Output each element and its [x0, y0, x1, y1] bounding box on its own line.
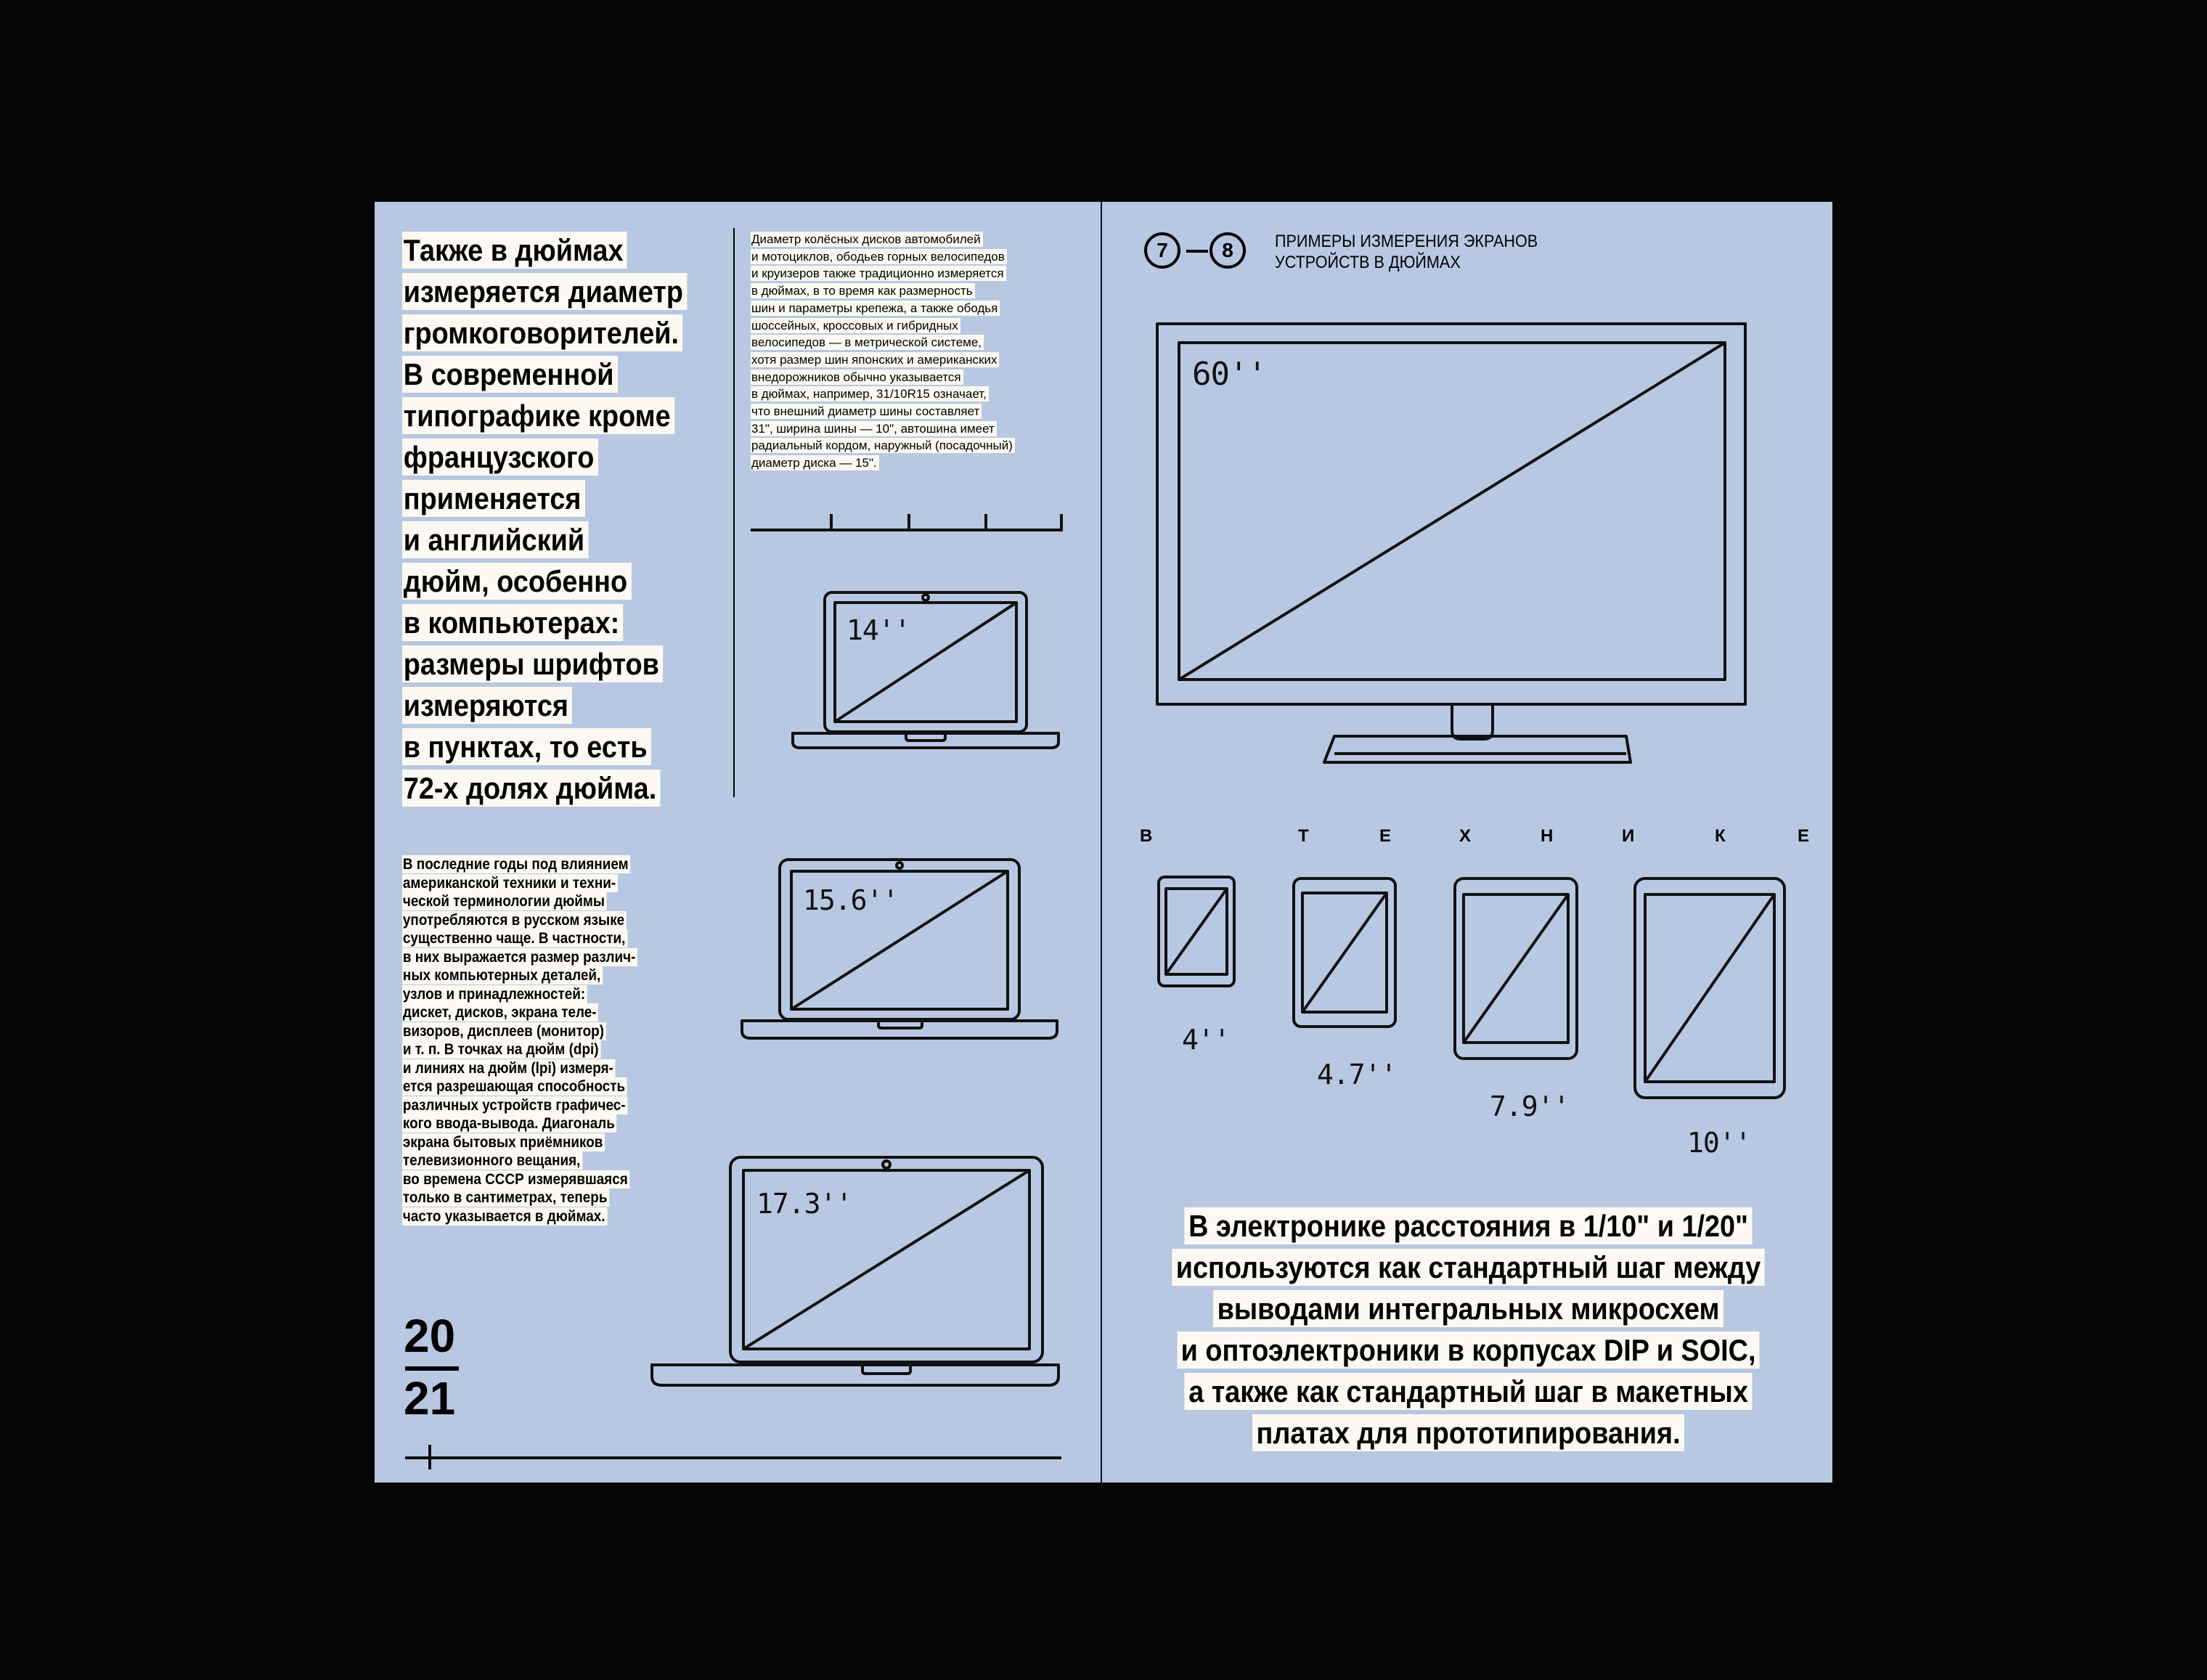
page-number-left: 20 — [404, 1310, 456, 1362]
headline-line: В современной — [402, 356, 618, 393]
paragraph-line: ных компьютерных деталей, — [402, 966, 603, 984]
spaced-letter: В — [1140, 826, 1153, 846]
laptop-17-3-label: 17.3'' — [756, 1188, 852, 1220]
electronics-pitch-paragraph — [1124, 1205, 1814, 1453]
headline-line: французского — [402, 439, 598, 476]
spaced-letter: Т — [1298, 826, 1309, 846]
headline-line: типографике кроме — [402, 397, 674, 434]
caption-line: ПРИМЕРЫ ИЗМЕРЕНИЯ ЭКРАНОВ — [1275, 232, 1538, 251]
figure-number-end: 8 — [1209, 232, 1246, 269]
tablet-7-9-icon — [1455, 878, 1577, 1059]
headline-line: применяется — [402, 480, 585, 517]
caption-line: УСТРОЙСТВ В ДЮЙМАХ — [1275, 253, 1461, 272]
headline-line: в пунктах, то есть — [402, 728, 651, 765]
paragraph-line: экрана бытовых приёмников — [402, 1133, 605, 1151]
paragraph-line: выводами интегральных микросхем — [1214, 1290, 1724, 1327]
tv-60-label: 60'' — [1192, 356, 1266, 393]
paragraph-line: часто указывается в дюймах. — [402, 1207, 607, 1226]
headline-line: 72-х долях дюйма. — [402, 770, 661, 807]
phone-4-7-label: 4.7'' — [1317, 1059, 1397, 1090]
paragraph-line: дискет, дисков, экрана теле- — [402, 1003, 598, 1022]
paragraph-line: телевизионного вещания, — [402, 1151, 582, 1170]
headline-line: и английский — [402, 521, 589, 558]
paragraph-line: различных устройств графичес- — [402, 1096, 627, 1114]
paragraph-line: шин и параметры крепежа, а также ободья — [751, 301, 1000, 316]
paragraph-line: и мотоциклов, ободьев горных велосипедов — [751, 249, 1007, 264]
bottom-rule — [405, 1445, 1061, 1469]
headline-line: измеряются — [402, 687, 572, 724]
headline-line: дюйм, особенно — [402, 563, 632, 600]
paragraph-line: и круизеров также традиционно измеряется — [751, 266, 1006, 281]
paragraph-line: визоров, дисплеев (монитор) — [402, 1022, 606, 1040]
spaced-letter: Х — [1459, 826, 1472, 846]
paragraph-line: во времена СССР измерявшаяся — [402, 1170, 629, 1188]
paragraph-line: употребляются в русском языке — [402, 911, 627, 929]
laptop-illustrations — [375, 202, 1101, 1483]
paragraph-line: в дюймах, в то время как размерность — [751, 283, 975, 298]
paragraph-line: хотя размер шин японских и американских — [751, 352, 999, 367]
paragraph-line: велосипедов — в метрической системе, — [751, 335, 984, 350]
paragraph-line: используются как стандартный шаг между — [1172, 1249, 1765, 1286]
paragraph-line: шоссейных, кроссовых и гибридных — [751, 318, 960, 333]
paragraph-line: ческой терминологии дюймы — [402, 892, 607, 910]
spaced-letter: Е — [1798, 826, 1810, 846]
phone-4-icon — [1159, 877, 1234, 986]
paragraph-line: и линиях на дюйм (lpi) измеря- — [402, 1059, 616, 1077]
figure-number-start: 7 — [1144, 232, 1180, 269]
paragraph-line: внедорожников обычно указывается — [751, 370, 963, 385]
paragraph-line: платах для прототипирования. — [1253, 1414, 1685, 1451]
paragraph-line: узлов и принадлежностей: — [402, 985, 587, 1003]
right-page — [1102, 202, 1832, 1483]
paragraph-line: В последние годы под влиянием — [402, 855, 630, 873]
paragraph-line: а также как стандартный шаг в макетных — [1185, 1373, 1752, 1410]
tablet-10-label: 10'' — [1687, 1127, 1751, 1159]
laptop-14-icon — [793, 592, 1058, 748]
paragraph-line: и т. п. В точках на дюйм (dpi) — [402, 1040, 600, 1059]
paragraph-line: существенно чаще. В частности, — [402, 929, 627, 947]
headline-line: размеры шрифтов — [402, 645, 663, 682]
paragraph-line: радиальный кордом, наружный (посадочный) — [751, 438, 1015, 453]
headline-line: в компьютерах: — [402, 604, 624, 641]
laptop-15-6-label: 15.6'' — [803, 884, 899, 916]
headline-line: измеряется диаметр — [402, 273, 687, 310]
paragraph-line: В электронике расстояния в 1/10" и 1/20" — [1185, 1207, 1753, 1244]
paragraph-line: американской техники и техни- — [402, 874, 618, 892]
headline-line: Также в дюймах — [402, 232, 627, 269]
phone-4-label: 4'' — [1182, 1024, 1230, 1056]
paragraph-line: в них выражается размер различ- — [402, 948, 637, 966]
paragraph-line: что внешний диаметр шины составляет — [751, 404, 982, 419]
paragraph-line: и оптоэлектроники в корпусах DIP и SOIC, — [1178, 1332, 1761, 1369]
paragraph-line: Диаметр колёсных дисков автомобилей — [751, 232, 983, 247]
tablet-10-icon — [1635, 878, 1784, 1098]
tablet-7-9-label: 7.9'' — [1490, 1090, 1570, 1122]
phone-4-7-icon — [1294, 878, 1395, 1027]
paragraph-line: 31", ширина шины — 10", автошина имеет — [751, 421, 997, 436]
paragraph-line: ется разрешающая способность — [402, 1077, 627, 1096]
headline-line: громкоговорителей. — [402, 314, 682, 351]
laptop-17-3-icon — [652, 1157, 1058, 1385]
ruler — [751, 514, 1063, 530]
spaced-letter: К — [1715, 826, 1726, 846]
spaced-letter: И — [1622, 826, 1635, 846]
spaced-letter: Е — [1379, 826, 1392, 846]
page-number-right: 21 — [404, 1372, 456, 1424]
paragraph-line: только в сантиметрах, теперь — [402, 1188, 609, 1207]
spaced-letter: Н — [1541, 826, 1554, 846]
laptop-14-label: 14'' — [847, 614, 910, 646]
paragraph-line: кого ввода-вывода. Диагональ — [402, 1114, 617, 1133]
paragraph-line: диаметр диска — 15". — [751, 455, 879, 470]
left-page — [375, 202, 1101, 1483]
paragraph-line: в дюймах, например, 31/10R15 означает, — [751, 386, 989, 401]
laptop-15-6-icon — [742, 860, 1057, 1038]
